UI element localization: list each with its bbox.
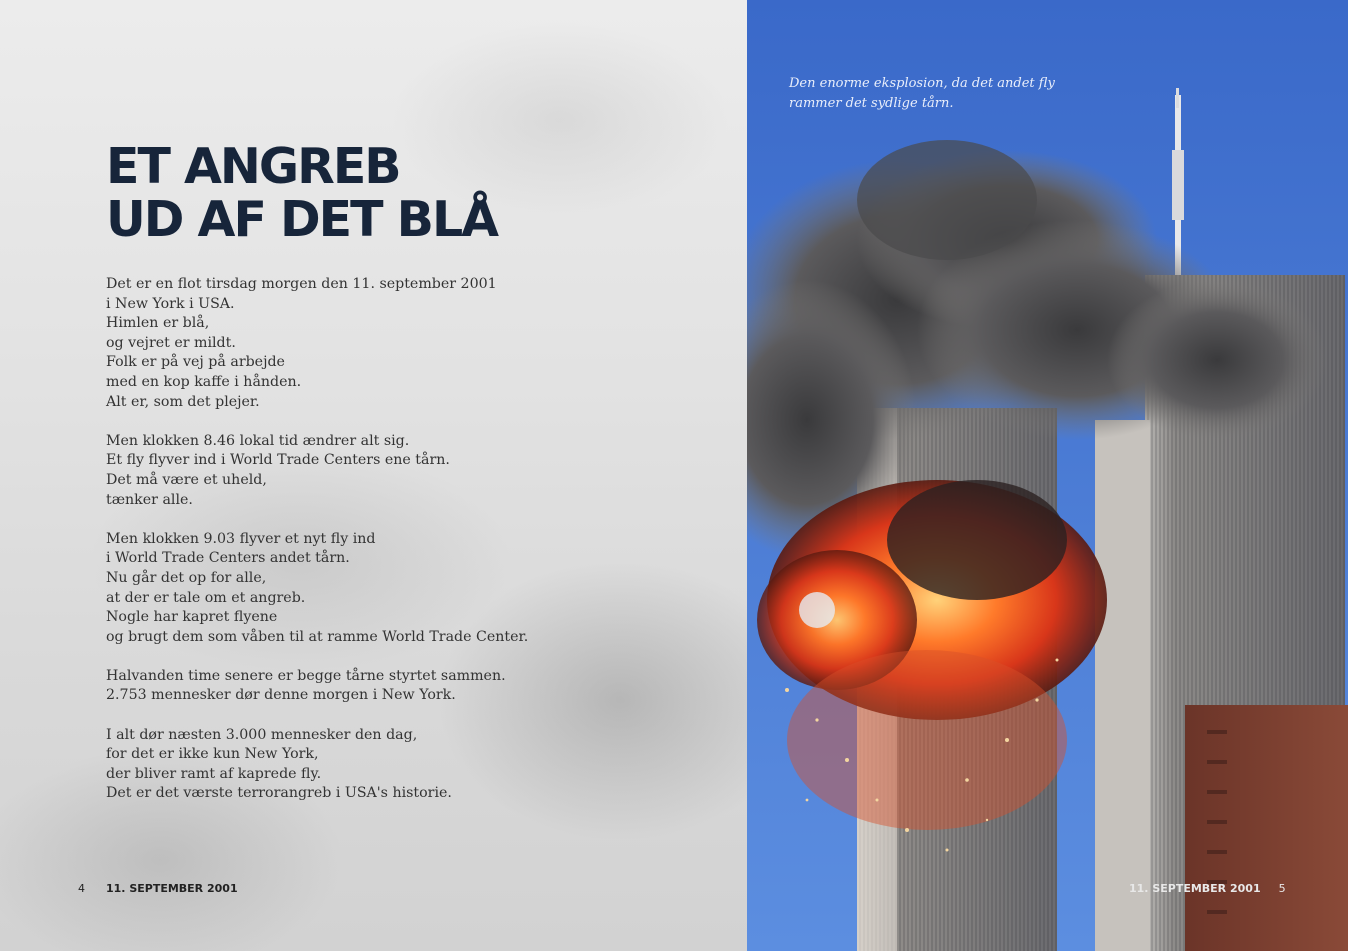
- running-footer-left: 11. SEPTEMBER 2001: [106, 882, 238, 895]
- text-line: Men klokken 9.03 flyver et nyt fly ind: [106, 530, 376, 547]
- text-line: Et fly flyver ind i World Trade Centers ene tårn.: [106, 452, 450, 469]
- text-line: Det må være et uheld,: [106, 471, 267, 488]
- stanza-4: [106, 667, 626, 706]
- stanza-5: [106, 726, 626, 804]
- left-footer: [78, 882, 238, 895]
- twin-towers-explosion-photo: [747, 0, 1348, 951]
- text-line: Himlen er blå,: [106, 315, 210, 332]
- text-line: I alt dør næsten 3.000 mennesker den dag,: [106, 726, 418, 743]
- text-line: i New York i USA.: [106, 295, 235, 312]
- text-line: i World Trade Centers andet tårn.: [106, 550, 350, 567]
- text-line: med en kop kaffe i hånden.: [106, 373, 302, 390]
- page-title: [106, 140, 497, 246]
- body-text: [106, 275, 626, 824]
- text-line: Nu går det op for alle,: [106, 569, 267, 586]
- text-line: Alt er, som det plejer.: [106, 393, 260, 410]
- text-line: Folk er på vej på arbejde: [106, 354, 285, 371]
- running-footer-right: 11. SEPTEMBER 2001: [1129, 882, 1261, 895]
- title-line-1: ET ANGREB: [106, 138, 400, 195]
- page-number-left: 4: [78, 882, 85, 895]
- caption-line-2: rammer det sydlige tårn.: [789, 96, 954, 111]
- text-line: for det er ikke kun New York,: [106, 746, 319, 763]
- page-number-right: 5: [1278, 882, 1286, 895]
- text-line: Det er det værste terrorangreb i USA's historie.: [106, 785, 452, 802]
- text-line: og vejret er mildt.: [106, 334, 236, 351]
- text-line: tænker alle.: [106, 491, 193, 508]
- photo-caption: [789, 74, 1089, 114]
- text-line: at der er tale om et angreb.: [106, 589, 306, 606]
- stanza-3: [106, 530, 626, 648]
- text-line: Men klokken 8.46 lokal tid ændrer alt sig.: [106, 432, 410, 449]
- right-page: [747, 0, 1348, 951]
- text-line: Det er en flot tirsdag morgen den 11. september 2001: [106, 276, 497, 292]
- text-line: Halvanden time senere er begge tårne styrtet sammen.: [106, 667, 506, 684]
- text-line: Nogle har kapret flyene: [106, 609, 278, 626]
- text-line: og brugt dem som våben til at ramme World Trade Center.: [106, 628, 529, 645]
- text-line: der bliver ramt af kaprede fly.: [106, 765, 322, 782]
- caption-line-1: Den enorme eksplosion, da det andet fly: [789, 76, 1055, 91]
- title-line-2: UD AF DET BLÅ: [106, 191, 498, 248]
- right-footer: [1129, 882, 1286, 895]
- text-line: 2.753 mennesker dør denne morgen i New York.: [106, 687, 456, 704]
- stanza-1: [106, 275, 626, 412]
- stanza-2: [106, 432, 626, 510]
